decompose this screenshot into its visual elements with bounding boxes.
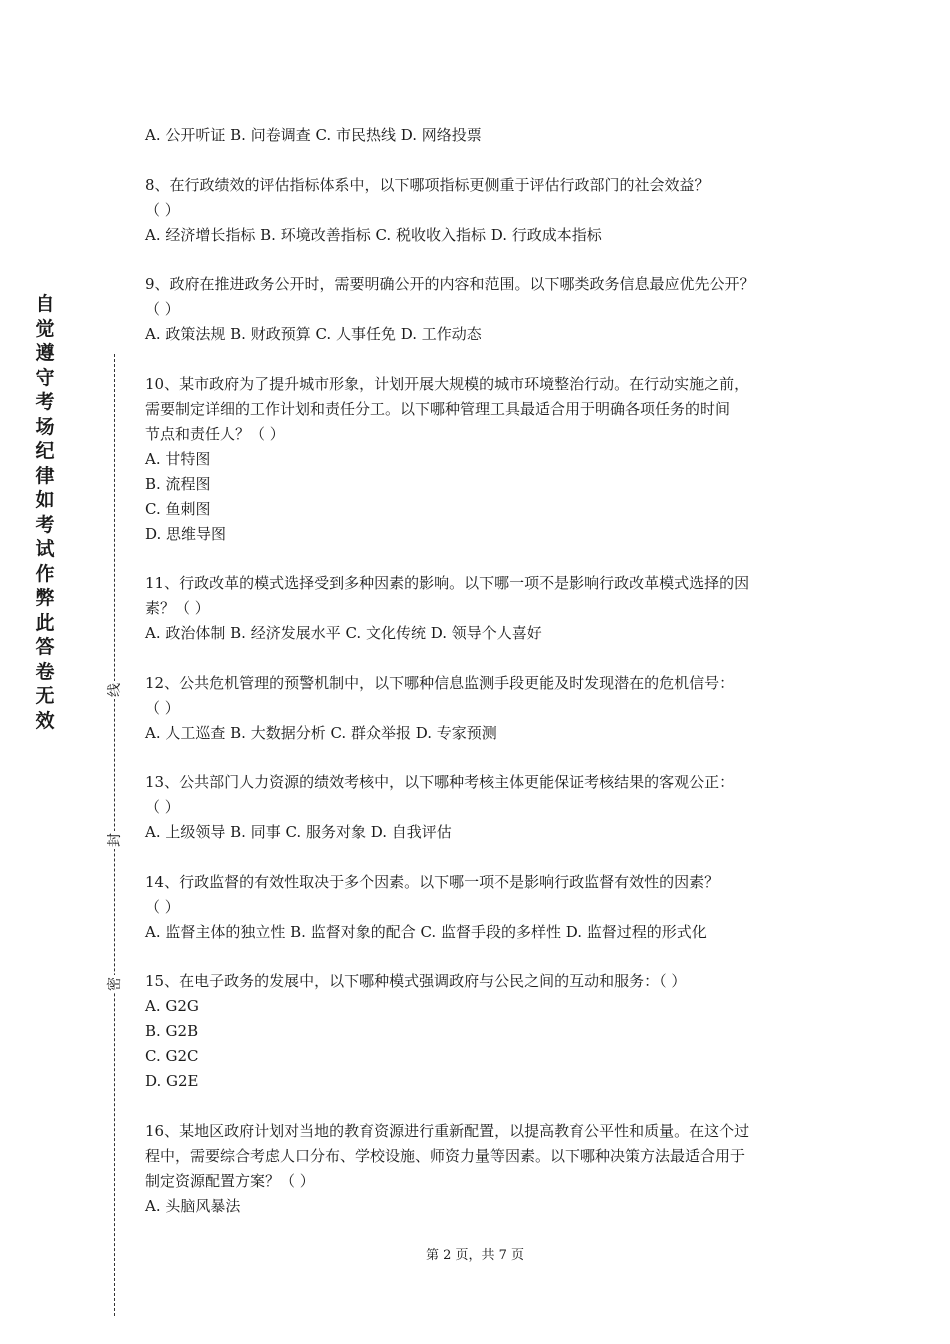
notice-char: 觉 [35, 317, 55, 340]
question-spacer [145, 746, 835, 771]
notice-char: 遵 [35, 342, 55, 364]
question-line: 16、某地区政府计划对当地的教育资源进行重新配置，以提高教育公平性和质量。在这个过 [145, 1121, 750, 1140]
question-list [145, 123, 835, 1219]
question-block [145, 770, 835, 845]
page-number-footer: 第 2 页，共 7 页 [425, 1248, 525, 1263]
question-line: A. 监督主体的独立性 B. 监督对象的配合 C. 监督手段的多样性 D. 监督过程的形式化 [145, 922, 707, 941]
notice-char: 效 [35, 709, 55, 732]
question-block [145, 173, 835, 248]
question-block [145, 272, 835, 347]
question-line: 9、政府在推进政务公开时，需要明确公开的内容和范围。以下哪类政务信息最应优先公开？ [145, 275, 755, 293]
question-block [145, 571, 835, 646]
question-block [145, 870, 835, 945]
question-line: C. G2C [145, 1047, 199, 1065]
question-line: 10、某市政府为了提升城市形象，计划开展大规模的城市环境整治行动。在行动实施之前， [145, 374, 750, 393]
question-line: （ ） [145, 698, 180, 717]
question-line: 8、在行政绩效的评估指标体系中，以下哪项指标更侧重于评估行政部门的社会效益？ [145, 175, 710, 194]
notice-char: 守 [35, 366, 55, 389]
binding-mark-secret: 密 [107, 977, 123, 991]
notice-char: 试 [35, 538, 55, 560]
notice-char: 无 [35, 685, 55, 707]
binding-mark-seal: 封 [107, 833, 123, 847]
notice-char: 律 [35, 464, 55, 487]
notice-char: 此 [35, 611, 55, 634]
question-line: A. 甘特图 [145, 449, 211, 468]
question-line: 13、公共部门人力资源的绩效考核中，以下哪种考核主体更能保证考核结果的客观公正： [145, 773, 735, 791]
notice-char: 作 [35, 562, 55, 585]
question-block [145, 671, 835, 746]
question-spacer [145, 547, 835, 572]
notice-char: 考 [35, 513, 55, 536]
question-line: 需要制定详细的工作计划和责任分工。以下哪种管理工具最适合用于明确各项任务的时间 [145, 399, 731, 418]
question-line: A. 公开听证 B. 问卷调查 C. 市民热线 D. 网络投票 [145, 126, 482, 144]
question-spacer [145, 248, 835, 273]
question-line: 程中，需要综合考虑人口分布、学校设施、师资力量等因素。以下哪种决策方法最适合用于 [145, 1146, 746, 1165]
question-line: D. 思维导图 [145, 524, 227, 543]
question-block [145, 372, 835, 547]
question-spacer [145, 347, 835, 372]
question-line: （ ） [145, 300, 180, 318]
question-line: 15、在电子政务的发展中，以下哪种模式强调政府与公民之间的互动和服务：（ ） [145, 972, 687, 990]
question-line: B. 流程图 [145, 474, 211, 493]
notice-char: 如 [35, 489, 55, 511]
notice-char: 考 [35, 391, 55, 413]
question-block [145, 123, 835, 148]
question-line: B. G2B [145, 1022, 199, 1040]
question-line: （ ） [145, 798, 180, 816]
question-line: A. 人工巡查 B. 大数据分析 C. 群众举报 D. 专家预测 [145, 723, 497, 742]
question-line: A. 经济增长指标 B. 环境改善指标 C. 税收收入指标 D. 行政成本指标 [145, 225, 602, 244]
question-line: 制定资源配置方案？（ ） [145, 1171, 315, 1190]
notice-char: 弊 [35, 587, 55, 609]
question-line: 12、公共危机管理的预警机制中，以下哪种信息监测手段更能及时发现潜在的危机信号： [145, 673, 735, 692]
question-block [145, 1119, 835, 1219]
question-line: （ ） [145, 897, 180, 916]
question-spacer [145, 945, 835, 970]
binding-mark-line: 线 [107, 683, 123, 697]
question-line: A. 头脑风暴法 [145, 1196, 241, 1215]
question-line: C. 鱼刺图 [145, 499, 211, 518]
question-spacer [145, 148, 835, 173]
question-line: A. 上级领导 B. 同事 C. 服务对象 D. 自我评估 [145, 823, 452, 841]
question-line: 素？（ ） [145, 599, 210, 617]
question-spacer [145, 1094, 835, 1119]
notice-char: 自 [35, 293, 55, 315]
question-line: 14、行政监督的有效性取决于多个因素。以下哪一项不是影响行政监督有效性的因素？ [145, 872, 720, 891]
question-spacer [145, 646, 835, 671]
question-line: A. G2G [145, 997, 199, 1015]
question-line: D. G2E [145, 1072, 199, 1090]
notice-char: 卷 [35, 660, 55, 683]
question-line: A. 政治体制 B. 经济发展水平 C. 文化传统 D. 领导个人喜好 [145, 624, 542, 642]
notice-char: 纪 [35, 440, 55, 462]
question-line: A. 政策法规 B. 财政预算 C. 人事任免 D. 工作动态 [145, 325, 482, 343]
question-line: （ ） [145, 200, 180, 219]
question-spacer [145, 845, 835, 870]
question-line: 11、行政改革的模式选择受到多种因素的影响。以下哪一项不是影响行政改革模式选择的因 [145, 574, 750, 592]
notice-char: 答 [35, 636, 55, 658]
question-line: 节点和责任人？（ ） [145, 424, 285, 443]
question-block [145, 969, 835, 1094]
notice-char: 场 [35, 415, 55, 438]
exam-discipline-notice [33, 292, 57, 733]
